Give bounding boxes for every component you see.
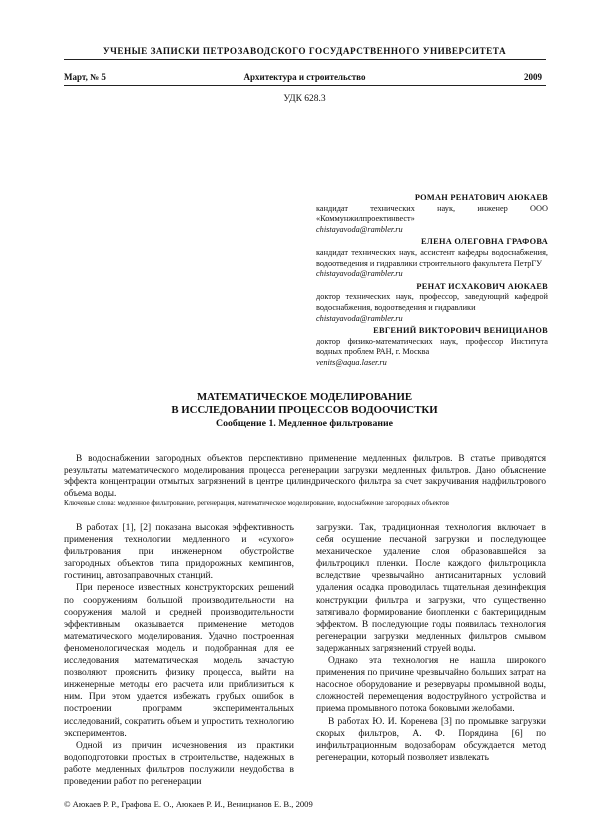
- year-label: 2009: [524, 72, 542, 82]
- author-affiliation: доктор технических наук, профессор, заведующий кафедрой водоснабжения, водоотведения и гидравлики: [316, 292, 548, 312]
- author-affiliation: кандидат технических наук, ассистент кафедры водоснабжения, водоотведения и гидравлики строительного факультета ПетрГУ: [316, 247, 548, 268]
- abstract: В водоснабжении загородных объектов перспективно применение медленных фильтров. В статье приводятся результаты математического моделирования процесса регенерации загрузки медленных фильтров. Дано объяснение эффекта концентрации отмытых загрязнений в центре цилиндрического фильтра за счет закручивания надфильтрового объема воды.: [64, 454, 546, 499]
- author-email[interactable]: chistayavoda@rambler.ru: [316, 224, 403, 234]
- author-entry: [316, 282, 548, 324]
- body-paragraph: Однако эта технология не нашла широкого применения по причине чрезвычайно больших затрат на насосное оборудование и резервуары промывной воды, сложностей перемещения водоструйного устройства и приема промывного потока боковыми желобами.: [316, 656, 546, 715]
- author-name: ЕВГЕНИЙ ВИКТОРОВИЧ ВЕНИЦИАНОВ: [373, 326, 548, 336]
- body-paragraph: В работах [1], [2] показана высокая эффективность применения технологии медленного и «сухого» фильтрования при инженерном обустройстве загородных объектов типа придорожных кемпингов, гостиниц, автозаправочных станций.: [64, 523, 294, 582]
- article-title-block: [0, 391, 609, 430]
- section-label: Архитектура и строительство: [243, 72, 366, 82]
- body-column-right: [316, 522, 546, 764]
- authors-block: [316, 193, 548, 371]
- body-column-left: [64, 522, 294, 788]
- author-name: ЕЛЕНА ОЛЕГОВНА ГРАФОВА: [420, 237, 548, 247]
- keywords: Ключевые слова: медленное фильтрование, регенерация, математическое моделирование, водоснабжение загородных объектов: [64, 499, 449, 507]
- author-affiliation: кандидат технических наук, инженер ООО «Коммунжилпроектинвест»: [316, 203, 548, 224]
- body-paragraph: загрузки. Так, традиционная технология включает в себя осушение песчаной загрузки и последующее механическое удаление слоя образовавшейся за фильтроцикл пленки. После каждого фильтроцикла вследствие чрезвычайно антисанитарных условий удаления осадка проводилась тщательная дезинфекция конструкции фильтра и загрузки, что существенно затягивало формирование биопленки с бактерицидным эффектом. В последующие годы появилась технология регенерации загрузки медленных фильтров смывом задержанных загрязнений струей воды.: [316, 523, 546, 654]
- issue-label: Март, № 5: [64, 72, 106, 82]
- author-entry: [316, 326, 548, 368]
- journal-title: УЧЕНЫЕ ЗАПИСКИ ПЕТРОЗАВОДСКОГО ГОСУДАРСТВЕННОГО УНИВЕРСИТЕТА: [102, 46, 507, 56]
- article-title-line-2: В ИССЛЕДОВАНИИ ПРОЦЕССОВ ВОДООЧИСТКИ: [171, 404, 438, 416]
- author-email[interactable]: chistayavoda@rambler.ru: [316, 313, 403, 323]
- author-affiliation: доктор физико-математических наук, профессор Института водных проблем РАН, г. Москва: [316, 336, 548, 357]
- header-rule-bottom: [64, 85, 546, 86]
- header-rule-top: [64, 59, 546, 60]
- body-paragraph: В работах Ю. И. Коренева [3] по промывке загрузки скорых фильтров, А. Ф. Порядина [6] по инфильтрационным водозаборам обсуждается метод регенерации, который позволяет извлекать: [316, 716, 546, 763]
- copyright-notice: © Аюкаев Р. Р., Графова Е. О., Аюкаев Р. И., Веницианов Е. В., 2009: [64, 799, 313, 809]
- body-paragraph: Одной из причин исчезновения из практики водоподготовки простых в строительстве, надежных в работе медленных фильтров послужили неудобства в проведении работ по регенерации: [64, 740, 294, 787]
- author-name: РЕНАТ ИСХАКОВИЧ АЮКАЕВ: [416, 281, 548, 291]
- author-email[interactable]: venits@aqua.laser.ru: [316, 357, 387, 367]
- article-subtitle: Сообщение 1. Медленное фильтрование: [216, 418, 393, 429]
- body-paragraph: При переносе известных конструкторских решений по сооружениям большой производительности на сооружения малой и средней производительности эффективным оказывается применение методов математического моделирования. Удачно построенная феноменологическая модель и подобранная для ее исследования математическая модель зачастую позволяют прояснить физику процесса, выйти на инженерные методы его расчета или приблизиться к ним. При этом удается избежать грубых ошибок в построении программ экспериментальных исследований, сократить объем и упростить технологию экспериментов.: [64, 583, 294, 739]
- author-email[interactable]: chistayavoda@rambler.ru: [316, 269, 403, 279]
- author-entry: [316, 237, 548, 279]
- udk-code: УДК 628.3: [283, 94, 326, 104]
- article-title-line-1: МАТЕМАТИЧЕСКОЕ МОДЕЛИРОВАНИЕ: [196, 391, 413, 403]
- author-name: РОМАН РЕНАТОВИЧ АЮКАЕВ: [414, 193, 548, 202]
- author-entry: [316, 193, 548, 235]
